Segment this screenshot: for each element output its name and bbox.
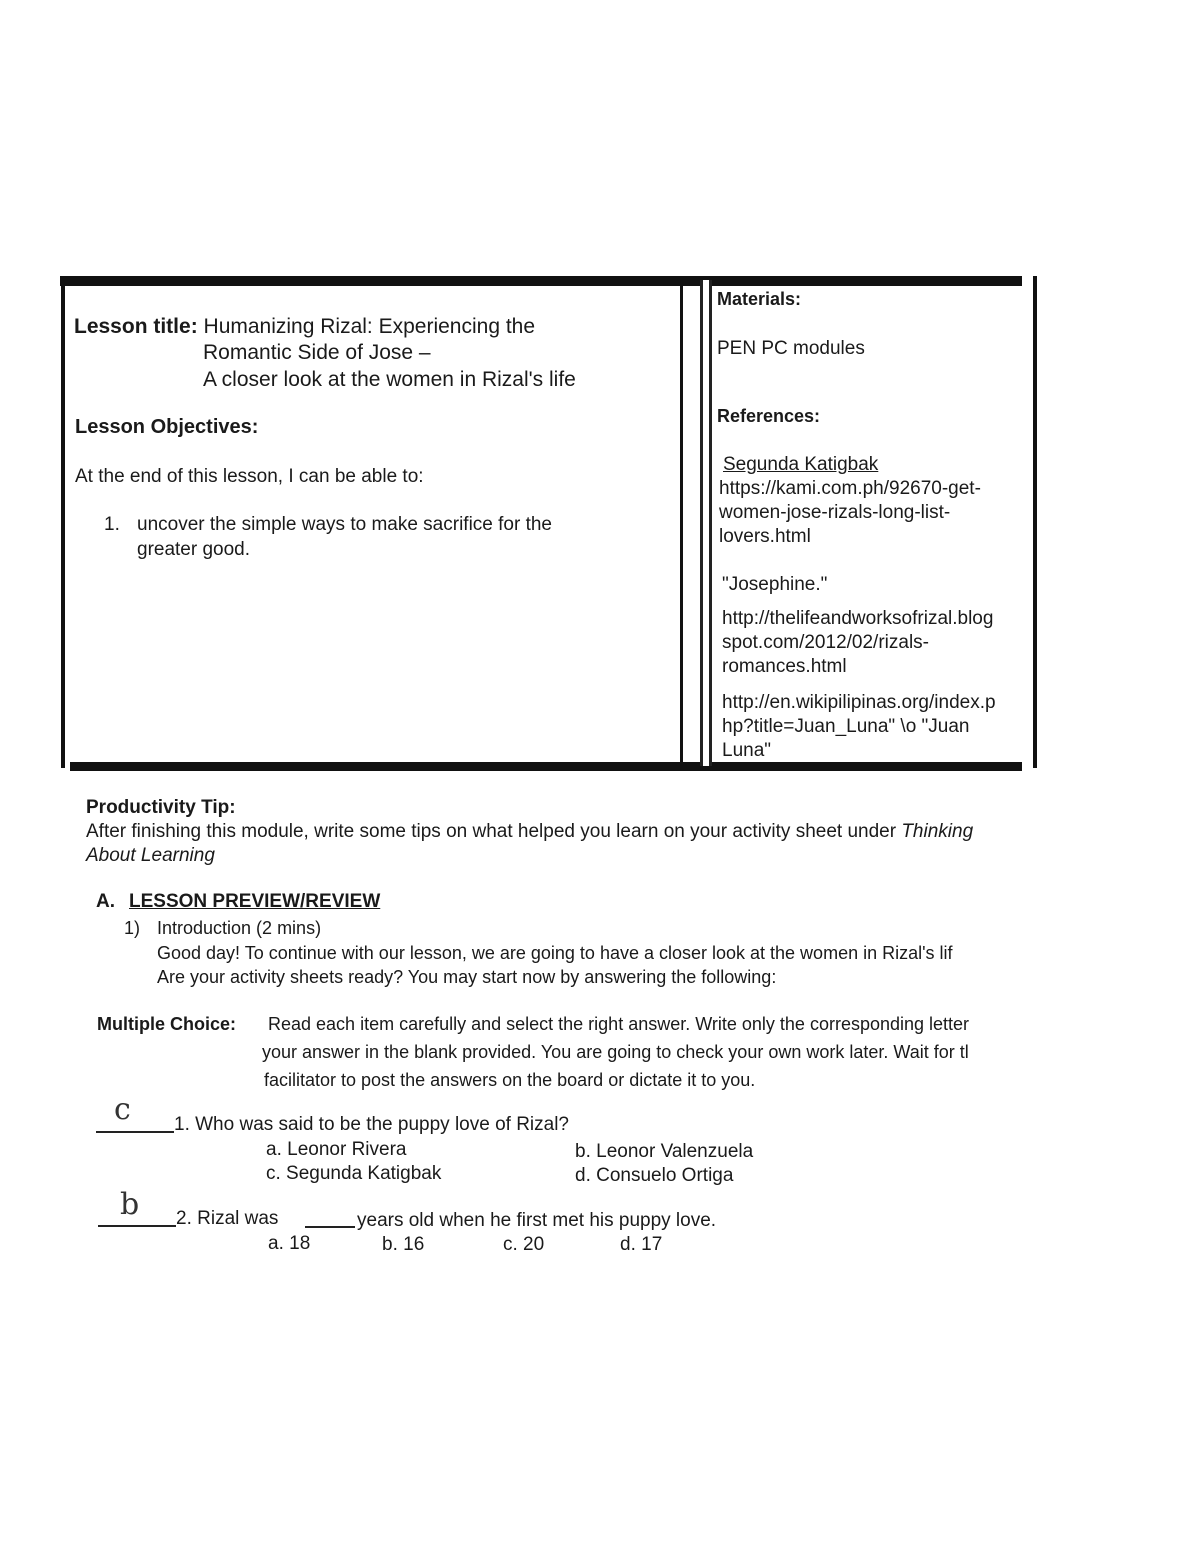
section-a-title: LESSON PREVIEW/REVIEW: [129, 891, 381, 912]
question-1-stem: 1. Who was said to be the puppy love of Rizal?: [174, 1114, 570, 1135]
objectives-label: Lesson Objectives:: [75, 416, 259, 438]
lesson-title-block: [74, 314, 535, 340]
materials-label: Materials:: [717, 289, 802, 309]
table-top-border: [60, 276, 1022, 286]
question-2-inline-blank[interactable]: [305, 1226, 355, 1228]
productivity-tip-label: Productivity Tip:: [86, 797, 236, 818]
question-1-blank[interactable]: [96, 1131, 174, 1133]
table-divider-double: [700, 280, 712, 766]
reference-3-line1: http://en.wikipilipinas.org/index.p: [722, 692, 996, 713]
productivity-tip-italic-2: About Learning: [86, 845, 215, 866]
multiple-choice-label: Multiple Choice:: [97, 1014, 236, 1034]
question-1-option-d: d. Consuelo Ortiga: [575, 1165, 734, 1186]
reference-2-line2: spot.com/2012/02/rizals-: [722, 632, 929, 653]
lesson-title-line3: A closer look at the women in Rizal's life: [203, 368, 576, 391]
references-label: References:: [717, 406, 821, 426]
question-2-option-d: d. 17: [620, 1234, 663, 1255]
reference-2-line3: romances.html: [722, 656, 847, 677]
question-1-option-a: a. Leonor Rivera: [266, 1139, 407, 1160]
lesson-title-line2: Romantic Side of Jose –: [203, 341, 431, 364]
table-divider: [680, 280, 683, 766]
question-2-blank[interactable]: [98, 1225, 176, 1227]
reference-3-line3: Luna": [722, 740, 772, 761]
reference-2-name: "Josephine.": [722, 574, 828, 595]
question-2-answer: b: [120, 1187, 140, 1222]
question-1-option-c: c. Segunda Katigbak: [266, 1163, 442, 1184]
section-a-letter: A.: [96, 891, 115, 912]
reference-3-line2: hp?title=Juan_Luna" \o "Juan: [722, 716, 970, 737]
productivity-tip-italic-1: Thinking: [901, 821, 974, 842]
table-left-border: [61, 280, 65, 768]
multiple-choice-line3: facilitator to post the answers on the board or dictate it to you.: [264, 1070, 756, 1090]
lesson-title-line1: Humanizing Rizal: Experiencing the: [203, 315, 536, 338]
productivity-tip-line1: [86, 820, 973, 844]
objective-1-number: 1.: [104, 514, 120, 535]
objective-1-line1: uncover the simple ways to make sacrifice for the: [137, 514, 553, 535]
intro-title: Introduction (2 mins): [157, 918, 322, 938]
question-2-stem-post: years old when he first met his puppy love.: [357, 1210, 717, 1231]
reference-1-name: Segunda Katigbak: [723, 454, 879, 475]
multiple-choice-line2: your answer in the blank provided. You are going to check your own work later. Wait for tl: [262, 1042, 969, 1062]
objective-1-line2: greater good.: [137, 539, 251, 560]
question-2-stem-pre: 2. Rizal was: [176, 1208, 279, 1229]
question-1-option-b: b. Leonor Valenzuela: [575, 1141, 754, 1162]
objectives-intro: At the end of this lesson, I can be able to:: [75, 466, 424, 487]
question-2-option-a: a. 18: [268, 1233, 311, 1254]
reference-1-line1: https://kami.com.ph/92670-get-: [719, 478, 981, 499]
question-2-option-b: b. 16: [382, 1234, 425, 1255]
lesson-title-label: Lesson title:: [74, 315, 198, 338]
question-1-answer: c: [114, 1092, 131, 1127]
productivity-tip-text: After finishing this module, write some tips on what helped you learn on your activity sheet under: [86, 821, 897, 842]
intro-line2: Are your activity sheets ready? You may start now by answering the following:: [157, 967, 777, 987]
reference-2-line1: http://thelifeandworksofrizal.blog: [722, 608, 994, 629]
table-right-border: [1033, 276, 1037, 768]
reference-1-line2: women-jose-rizals-long-list-: [719, 502, 951, 523]
question-2-option-c: c. 20: [503, 1234, 545, 1255]
reference-1-line3: lovers.html: [719, 526, 811, 547]
materials-value: PEN PC modules: [717, 338, 865, 359]
intro-line1: Good day! To continue with our lesson, we are going to have a closer look at the women in Rizal's lif: [157, 943, 953, 963]
multiple-choice-line1: Read each item carefully and select the right answer. Write only the corresponding letter: [268, 1014, 970, 1034]
table-bottom-border: [70, 762, 1022, 771]
intro-number: 1): [124, 918, 141, 938]
